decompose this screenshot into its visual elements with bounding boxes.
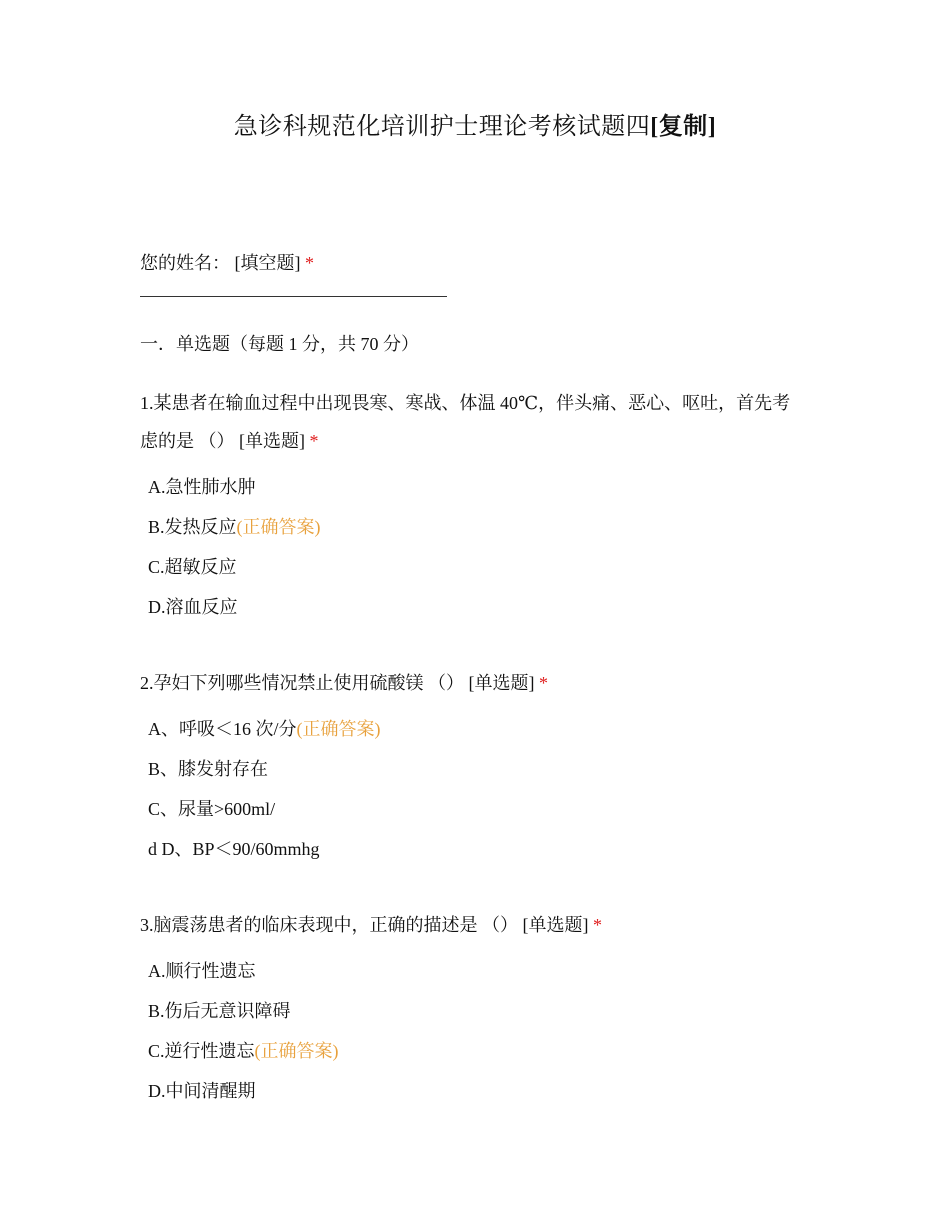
name-label: 您的姓名： [140,253,230,273]
question-3-option-c[interactable]: C.逆行性遗忘(正确答案) [148,1041,339,1061]
question-2-line-1: 2.孕妇下列哪些情况禁止使用硫酸镁 （） [单选题] [140,673,535,693]
question-3-text [140,906,820,944]
question-1-text [140,384,820,460]
name-type: [填空题] [234,253,301,273]
required-mark: * [309,431,319,451]
title-main: 急诊科规范化培训护士理论考核试题四 [233,114,651,140]
question-1-option-b[interactable]: B.发热反应(正确答案) [148,517,321,537]
name-question [140,244,820,282]
correct-answer-tag: (正确答案) [254,1041,339,1061]
question-1-line-1: 1.某患者在输血过程中出现畏寒、寒战、体温 40℃，伴头痛、恶心、呕吐，首先考 [140,393,791,413]
question-2-option-d[interactable]: d D、BP＜90/60mmhg [148,839,320,859]
question-1-option-c[interactable]: C.超敏反应 [148,557,237,577]
question-1-option-a[interactable]: A.急性肺水肿 [148,477,256,497]
page-title [0,110,950,144]
required-mark: * [593,915,602,935]
title-suffix: [复制] [650,114,717,140]
required-mark: * [305,253,314,273]
question-1-option-d[interactable]: D.溶血反应 [148,597,238,617]
required-mark: * [539,673,548,693]
question-2-option-b[interactable]: B、膝发射存在 [148,759,269,779]
question-2-text [140,664,820,702]
name-answer-line[interactable] [140,296,447,297]
question-1-line-2: 虑的是 （） [单选题] [140,431,305,451]
question-3-option-d[interactable]: D.中间清醒期 [148,1081,256,1101]
question-3-option-a[interactable]: A.顺行性遗忘 [148,961,256,981]
correct-answer-tag: (正确答案) [296,719,381,739]
correct-answer-tag: (正确答案) [236,517,321,537]
question-3-option-b[interactable]: B.伤后无意识障碍 [148,1001,291,1021]
question-2-option-c[interactable]: C、尿量>600ml/ [148,799,276,819]
section-heading: 一．单选题（每题 1 分，共 70 分） [140,334,419,354]
question-2-option-a[interactable]: A、呼吸＜16 次/分(正确答案) [148,719,381,739]
question-3-line-1: 3.脑震荡患者的临床表现中，正确的描述是 （） [单选题] [140,915,589,935]
